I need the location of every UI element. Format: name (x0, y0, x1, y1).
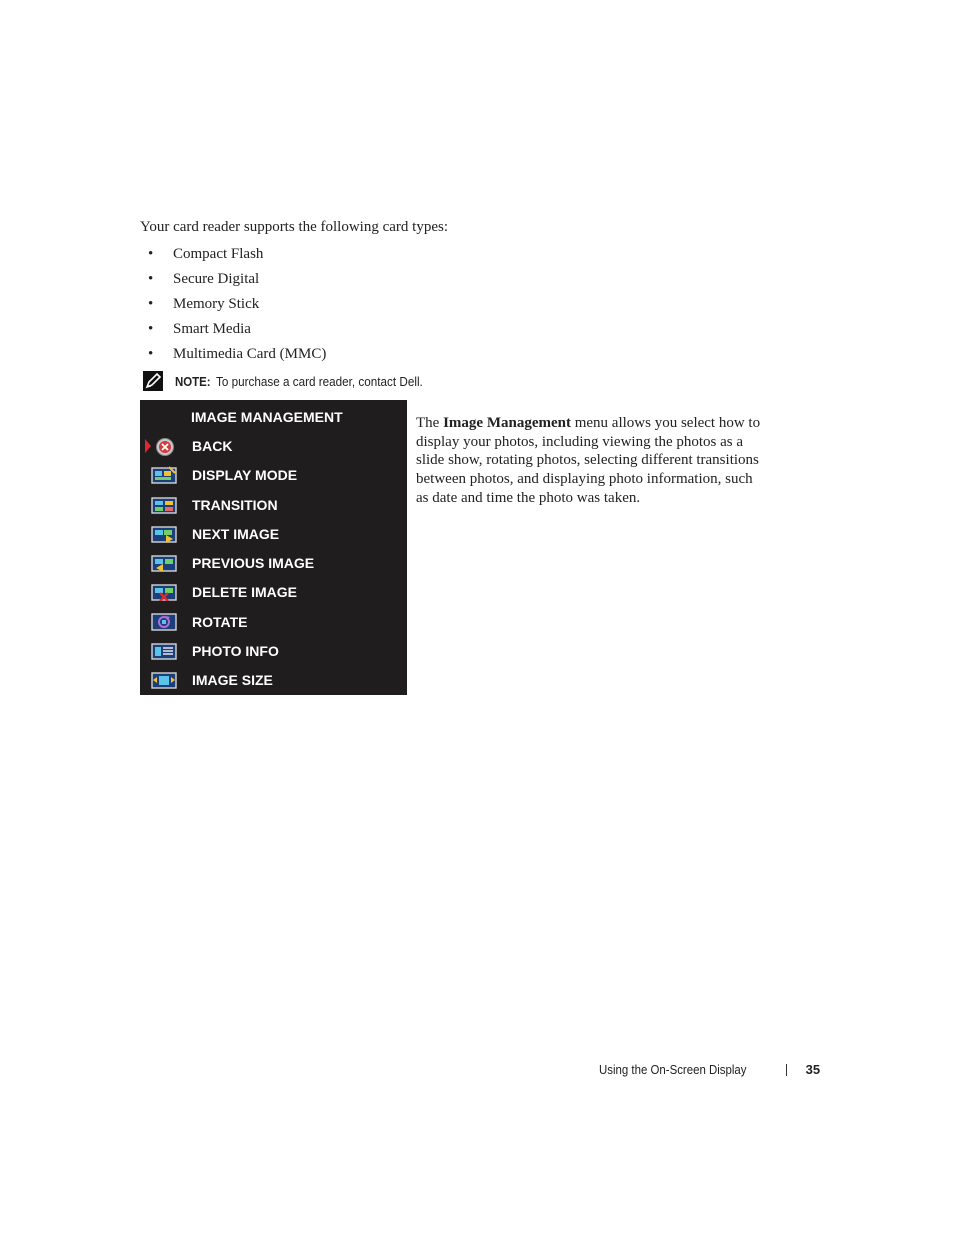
osd-item-image-size[interactable] (140, 665, 407, 694)
osd-item-label: PHOTO INFO (192, 642, 279, 659)
osd-item-label: PREVIOUS IMAGE (192, 554, 315, 571)
osd-item-label: DELETE IMAGE (192, 583, 298, 600)
page-number: 35 (805, 1062, 821, 1077)
osd-item-label: IMAGE SIZE (192, 671, 273, 688)
image-management-description: The Image Management menu allows you select how to display your photos, including viewing the photos as a slide show, rotating photos, selecting different transitions between photos, and displaying photo information, such as date and time the photo was taken. (416, 415, 761, 506)
list-item: • Multimedia Card (MMC) (148, 346, 327, 362)
transition-icon (151, 496, 177, 514)
previous-image-icon (151, 554, 177, 572)
osd-menu (140, 400, 407, 695)
note-label: NOTE: (175, 373, 211, 389)
card-type-list (148, 244, 326, 369)
menu-name: Image Management (443, 415, 571, 431)
page-footer (599, 1062, 820, 1077)
pencil-note-icon (143, 371, 163, 391)
osd-item-label: BACK (192, 437, 233, 454)
note-callout (143, 371, 446, 391)
osd-item-previous-image[interactable] (140, 548, 407, 577)
image-size-icon (151, 671, 177, 689)
osd-item-rotate[interactable] (140, 607, 407, 636)
intro-text: Your card reader supports the following card types: (140, 219, 448, 235)
list-item: • Secure Digital (148, 271, 260, 287)
osd-item-label: DISPLAY MODE (192, 466, 298, 483)
osd-item-display-mode[interactable] (140, 460, 407, 489)
next-image-icon (151, 525, 177, 543)
osd-item-label: ROTATE (192, 613, 248, 630)
footer-section-title: Using the On-Screen Display (599, 1062, 747, 1077)
osd-item-back[interactable] (140, 431, 407, 460)
display-mode-icon (151, 466, 177, 484)
back-icon (151, 437, 177, 455)
osd-item-label: TRANSITION (192, 496, 278, 513)
osd-item-photo-info[interactable] (140, 636, 407, 665)
delete-image-icon (151, 583, 177, 601)
osd-item-transition[interactable] (140, 490, 407, 519)
osd-menu-title: IMAGE MANAGEMENT (191, 409, 343, 425)
list-item: • Memory Stick (148, 296, 260, 312)
list-item: • Smart Media (148, 321, 251, 337)
list-item: • Compact Flash (148, 246, 264, 262)
footer-divider (786, 1064, 787, 1076)
rotate-icon (151, 613, 177, 631)
osd-item-delete-image[interactable] (140, 577, 407, 606)
photo-info-icon (151, 642, 177, 660)
osd-item-next-image[interactable] (140, 519, 407, 548)
osd-item-label: NEXT IMAGE (192, 525, 280, 542)
note-text: To purchase a card reader, contact Dell. (216, 373, 424, 389)
